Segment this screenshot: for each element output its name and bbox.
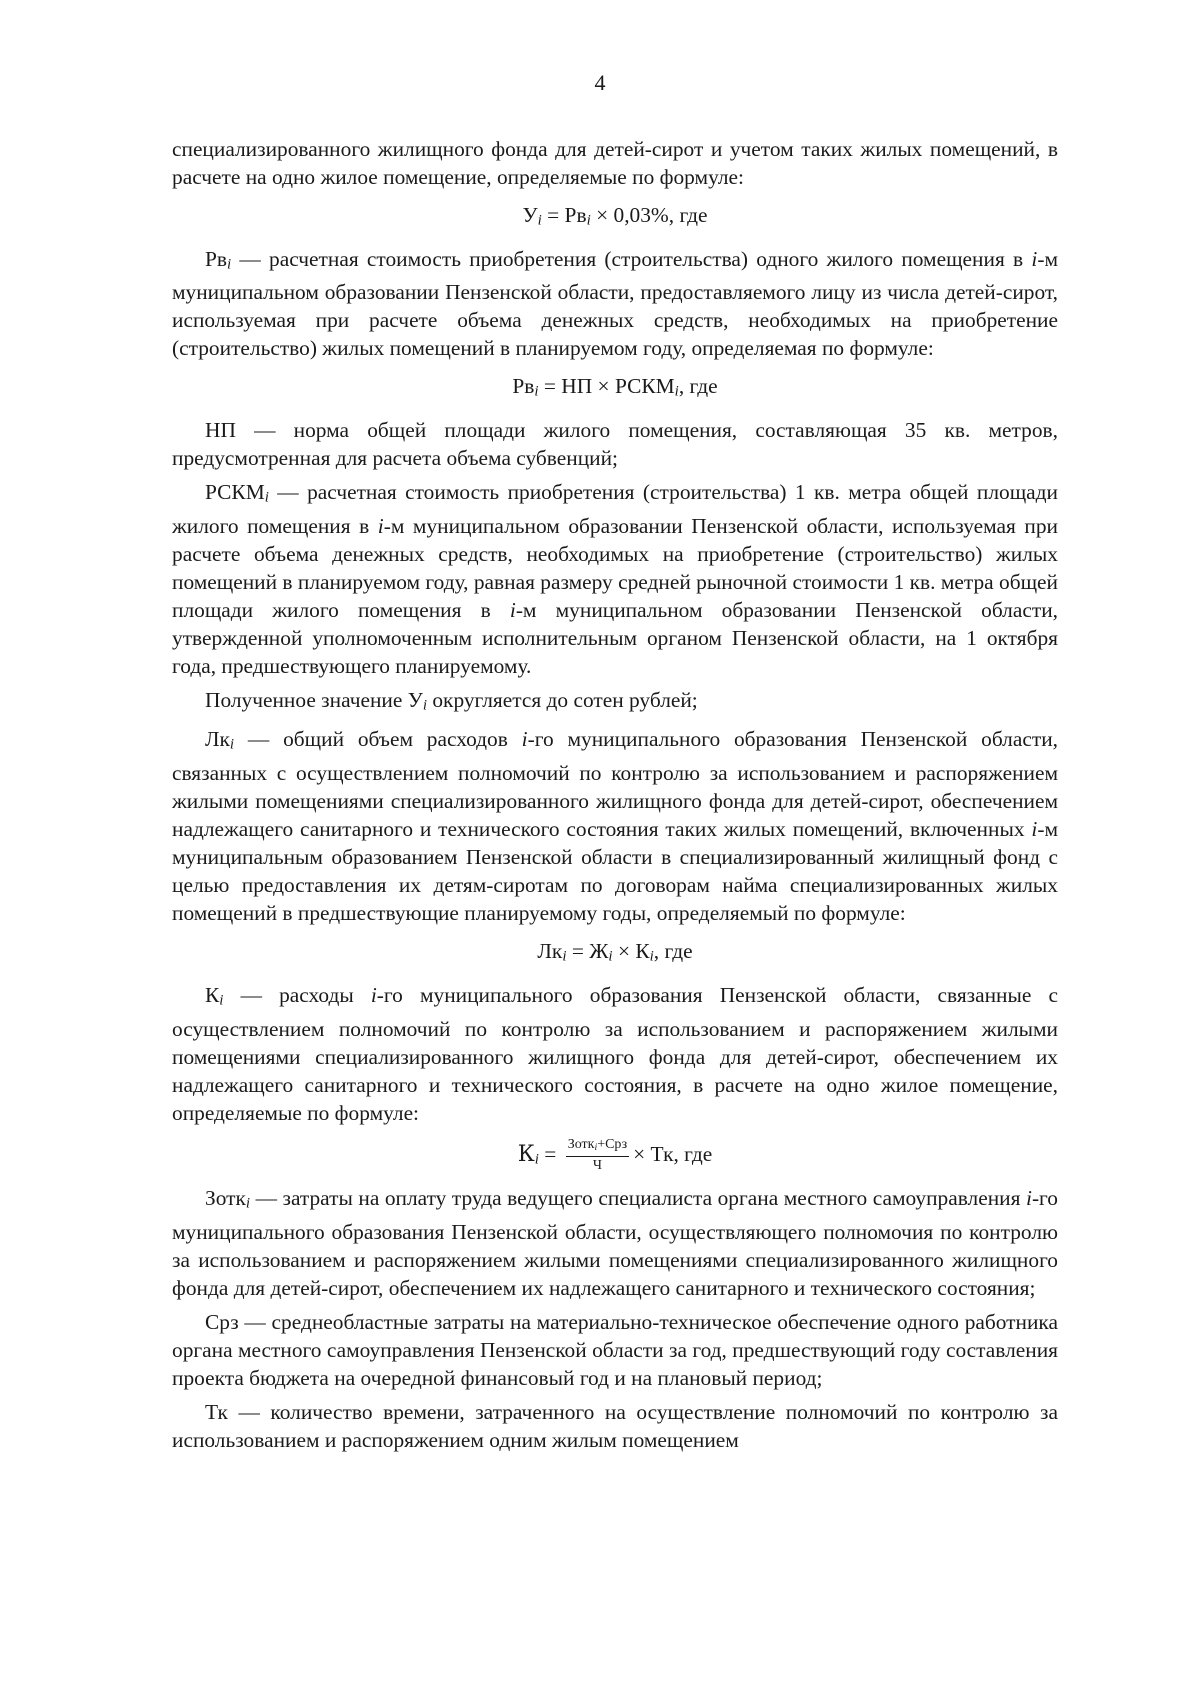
lk-text: — общий объем расходов: [234, 727, 522, 752]
lk-symbol-sub: i: [229, 737, 235, 754]
formula-k-num-b: +Срз: [597, 1136, 628, 1152]
k-index: i: [370, 982, 377, 1007]
formula-u-rest: × 0,03%, где: [590, 203, 708, 227]
lk-text2: -го муниципального образования Пензенской области, связанных с осуществлением полномочий по контролю за использованием и распоряжением жилыми помещениями специализированного жилищного фонда для детей-сирот, обеспечением надлежащего санитарного и технического состояния таких жилых помещений, включенных: [172, 727, 1058, 842]
lk-index: i: [521, 727, 528, 752]
lk-symbol: Лк: [205, 727, 230, 752]
rskm-symbol: РСКМ: [205, 480, 265, 505]
formula-k-eq: =: [538, 1141, 562, 1166]
formula-lk-eq: = Ж: [566, 939, 609, 964]
paragraph-zotk-definition: [172, 1184, 1058, 1302]
rv-index: i: [1031, 246, 1038, 271]
rv-symbol: Рв: [205, 246, 227, 271]
paragraph-srz-definition: Срз — среднеобластные затраты на материально-техническое обеспечение одного работника органа местного самоуправления Пензенской области за год, предшествующий году составления проекта бюджета на очередной финансовый год и на плановый период;: [172, 1309, 1058, 1390]
paragraph-rskm-definition: [172, 478, 1058, 680]
formula-rv-eq-sub: i: [674, 384, 679, 401]
formula-rv-rest: , где: [678, 374, 718, 399]
formula-rv-eq: = НП × РСКМ: [538, 374, 675, 399]
k-text2: -го муниципального образования Пензенской области, связанные с осуществлением полномочий по контролю за использованием и распоряжением жилыми помещениями специализированного жилищного фонда для детей-сирот, обеспечением их надлежащего санитарного и технического состояния, в расчете на одно жилое помещение, определяемые по формуле:: [172, 982, 1058, 1125]
rv-text2: -м муниципальном образовании Пензенской области, предоставляемого лицу из числа детей-сирот, используемая при расчете объема денежных средств, необходимых на приобретение (строительство) жилых помещений в планируемом году, определяемая по формуле:: [172, 246, 1058, 361]
k-text: — расходы: [223, 982, 371, 1007]
formula-k-fraction: [566, 1137, 629, 1175]
formula-lk-rest: , где: [653, 939, 693, 964]
formula-k: [172, 1133, 1058, 1179]
formula-k-numerator: [566, 1137, 629, 1158]
rv-text: — расчетная стоимость приобретения (строительства) одного жилого помещения в: [231, 246, 1032, 271]
lk-index-2: i: [1031, 817, 1038, 842]
formula-u-lhs: У: [522, 203, 538, 227]
paragraph-np-definition: НП — норма общей площади жилого помещения, составляющая 35 кв. метров, предусмотренная для расчета объема субвенций;: [172, 418, 1058, 471]
rounding-sub: i: [422, 697, 428, 714]
k-symbol-sub: i: [219, 992, 224, 1009]
formula-k-denominator: Ч: [592, 1158, 602, 1174]
rskm-text: — расчетная стоимость приобретения (строительства) 1 кв. метра общей площади жилого помещения в: [172, 480, 1058, 538]
rskm-index-2: i: [509, 597, 516, 622]
formula-k-lhs: К: [517, 1141, 535, 1167]
zotk-symbol-sub: i: [245, 1195, 251, 1212]
rskm-symbol-sub: i: [264, 489, 269, 506]
rv-symbol-sub: i: [227, 256, 232, 273]
formula-k-num-sub: i: [594, 1141, 598, 1153]
paragraph-continuation: специализированного жилищного фонда для детей-сирот и учетом таких жилых помещений, в расчете на одно жилое помещение, определяемые по формуле:: [172, 137, 1058, 189]
zotk-text2: -го муниципального образования Пензенской области, осуществляющего полномочия по контролю за использованием и распоряжением жилыми помещениями специализированного жилищного фонда для детей-сирот, обеспечением их надлежащего санитарного и технического состояния;: [172, 1186, 1058, 1300]
paragraph-rounding: [172, 686, 1058, 720]
formula-u-eq-sub: i: [586, 212, 591, 229]
paragraph-k-definition: [172, 981, 1058, 1127]
formula-lk-lhs: Лк: [537, 939, 563, 964]
rounding-text: Полученное значение У: [205, 687, 423, 712]
formula-rv-lhs-sub: i: [534, 384, 539, 401]
paragraph-rv-definition: [172, 245, 1058, 363]
formula-rv-lhs: Рв: [512, 374, 535, 399]
formula-k-rest: × Тк, где: [633, 1141, 713, 1166]
formula-lk-lhs-sub: i: [562, 948, 567, 965]
formula-lk-mid: × К: [612, 939, 650, 964]
formula-k-num-a: Зотк: [567, 1136, 595, 1152]
document-body: [172, 135, 1058, 1454]
formula-u-lhs-sub: i: [537, 212, 542, 229]
zotk-text: — затраты на оплату труда ведущего специалиста органа местного самоуправления: [250, 1186, 1026, 1211]
zotk-index: i: [1025, 1186, 1032, 1211]
paragraph-tk-definition: Тк — количество времени, затраченного на осуществление полномочий по контролю за использованием и распоряжением одним жилым помещением: [172, 1399, 1058, 1452]
lk-text3: -м муниципальным образованием Пензенской области в специализированный жилищный фонд с целью предоставления их детям-сиротам по договорам найма специализированных жилых помещений в предшествующие планируемому годы, определяемый по формуле:: [172, 817, 1058, 926]
rskm-text3: -м муниципальном образовании Пензенской области, утвержденной уполномоченным исполнительным органом Пензенской области, на 1 октября года, предшествующего планируемому.: [172, 597, 1058, 678]
rounding-text2: округляется до сотен рублей;: [427, 687, 698, 712]
formula-lk-mid-sub: i: [649, 948, 654, 965]
k-symbol: К: [205, 982, 220, 1007]
formula-lk: [172, 933, 1058, 975]
rskm-text2: -м муниципальном образовании Пензенской области, используемая при расчете объема денежных средств, необходимых на приобретение (строительство) жилых помещений в планируемом году, равная размеру средней рыночной стоимости 1 кв. метра общей площади жилого помещения в: [172, 513, 1058, 622]
formula-u: [172, 197, 1058, 239]
zotk-symbol: Зотк: [205, 1186, 246, 1211]
formula-k-lhs-sub: i: [534, 1150, 539, 1167]
paragraph-lk-definition: [172, 725, 1058, 927]
formula-rv: [172, 368, 1058, 410]
page-number: 4: [594, 70, 606, 95]
formula-u-eq: = Рв: [541, 203, 587, 227]
formula-lk-eq-sub: i: [608, 948, 613, 965]
rskm-index: i: [377, 513, 384, 538]
